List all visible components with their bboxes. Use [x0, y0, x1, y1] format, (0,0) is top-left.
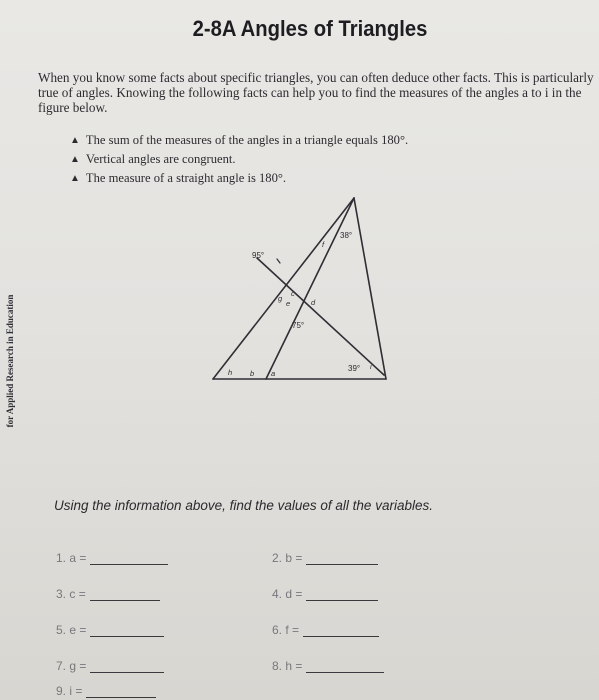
answer-blank-f[interactable] — [303, 624, 379, 637]
answer-item-h — [272, 659, 384, 673]
side-note-text: for Applied Research in Education — [5, 294, 15, 428]
triangle-bullet-icon: ▲ — [70, 154, 80, 165]
answer-number: 9. — [56, 684, 67, 698]
answer-variable: e = — [69, 623, 87, 637]
variable-label-a: a — [271, 369, 276, 378]
question-prompt: Using the information above, find the values of all the variables. — [54, 498, 433, 513]
variable-label-h: h — [228, 368, 233, 377]
inner-line-top-to-base — [266, 198, 354, 379]
answer-item-g — [56, 659, 164, 673]
triangle-bullet-icon: ▲ — [70, 135, 80, 146]
answer-number: 1. — [56, 551, 67, 565]
answer-item-b — [272, 551, 378, 565]
answer-blank-e[interactable] — [90, 624, 164, 637]
fact-text: The measure of a straight angle is 180°. — [85, 171, 287, 185]
answer-blank-b[interactable] — [306, 552, 378, 565]
answer-variable: g = — [69, 659, 87, 673]
answer-item-c — [56, 587, 160, 601]
angle-marker — [277, 259, 280, 263]
answer-variable: f = — [285, 623, 300, 637]
answer-item-d — [272, 587, 378, 601]
angle-label-75: 75° — [292, 321, 305, 330]
variable-label-d: d — [311, 298, 316, 307]
answer-variable: i = — [69, 684, 83, 698]
fact-text: Vertical angles are congruent. — [85, 152, 236, 166]
answer-number: 8. — [272, 659, 283, 673]
angle-label-39: 39° — [348, 364, 361, 373]
triangle-bullet-icon: ▲ — [70, 173, 80, 184]
answer-number: 5. — [56, 623, 67, 637]
variable-label-g: g — [278, 294, 283, 303]
answer-variable: a = — [69, 551, 87, 565]
fact-text: The sum of the measures of the angles in a triangle equals 180°. — [85, 133, 409, 147]
answer-number: 6. — [272, 623, 283, 637]
variable-label-e: e — [286, 299, 291, 308]
answer-variable: d = — [285, 587, 303, 601]
variable-label-c: c — [291, 289, 295, 298]
answer-item-a — [56, 551, 168, 565]
variable-label-i: i — [370, 362, 372, 371]
answer-item-i — [56, 684, 156, 698]
answer-blank-c[interactable] — [90, 588, 160, 601]
answer-variable: b = — [285, 551, 303, 565]
answer-blank-g[interactable] — [90, 660, 164, 673]
answer-number: 3. — [56, 587, 67, 601]
answer-blank-a[interactable] — [90, 552, 168, 565]
answer-number: 4. — [272, 587, 283, 601]
answer-blank-h[interactable] — [306, 660, 384, 673]
variable-label-b: b — [250, 369, 255, 378]
answer-variable: h = — [285, 659, 303, 673]
answer-number: 7. — [56, 659, 67, 673]
answer-blank-i[interactable] — [86, 685, 156, 698]
variable-label-f: f — [322, 240, 325, 249]
worksheet-title: 2-8A Angles of Triangles — [192, 16, 428, 41]
angle-label-95: 95° — [252, 251, 265, 260]
intro-paragraph: When you know some facts about specific triangles, you can often deduce other facts. This is particularly true of angles. Knowing the following facts can help you to find the measures of the angles a to i in the figure below. — [38, 70, 594, 115]
triangle-side-left — [213, 198, 354, 379]
angle-label-38: 38° — [340, 231, 353, 240]
answer-variable: c = — [69, 587, 86, 601]
answer-number: 2. — [272, 551, 283, 565]
answer-blank-d[interactable] — [306, 588, 378, 601]
answer-item-e — [56, 623, 164, 637]
answer-item-f — [272, 623, 379, 637]
